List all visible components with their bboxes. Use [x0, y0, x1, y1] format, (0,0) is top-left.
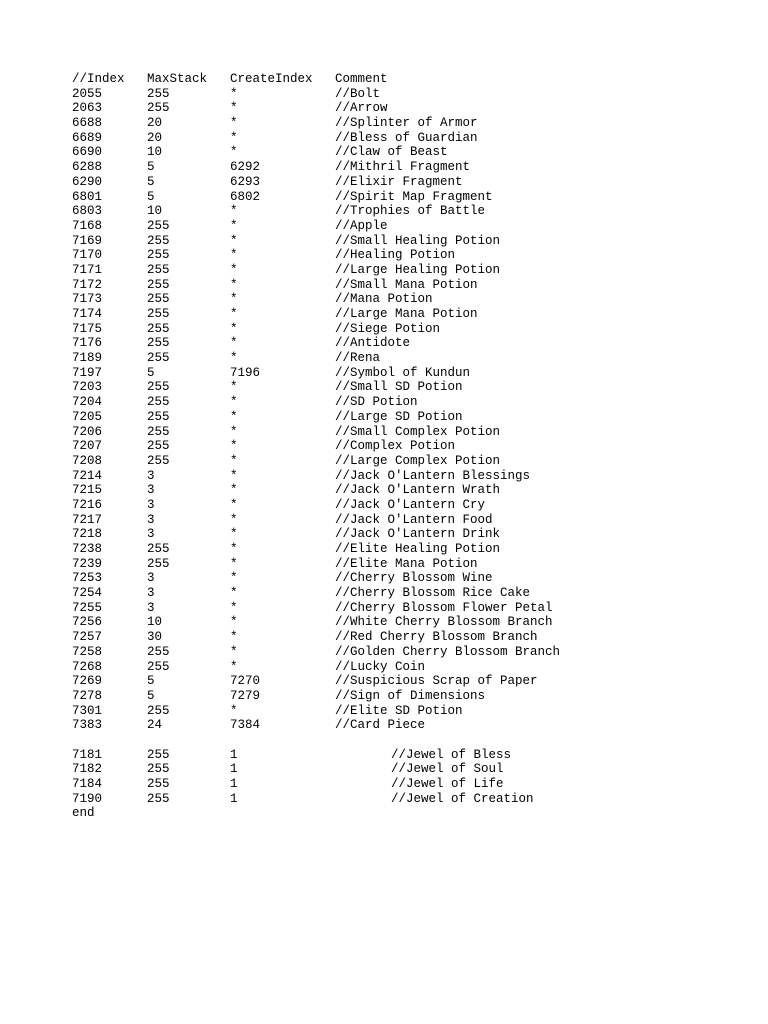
- cell-maxstack: 5: [147, 174, 155, 189]
- cell-comment: //Jack O'Lantern Cry: [335, 497, 486, 512]
- cell-comment: //Cherry Blossom Wine: [335, 571, 493, 586]
- cell-createindex: *: [230, 468, 238, 483]
- table-row: [72, 101, 732, 116]
- cell-index: 6288: [72, 160, 103, 175]
- table-row: [72, 527, 732, 542]
- cell-index: 6801: [72, 189, 103, 204]
- cell-maxstack: 255: [147, 336, 170, 351]
- cell-comment: //Mithril Fragment: [335, 160, 471, 175]
- table-row: [72, 410, 732, 425]
- table-row: [72, 322, 732, 337]
- cell-createindex: *: [230, 262, 238, 277]
- cell-maxstack: 255: [147, 307, 170, 321]
- cell-index: 7170: [72, 248, 103, 263]
- cell-index: 7216: [72, 497, 103, 512]
- cell-createindex: *: [230, 116, 238, 131]
- cell-comment: //Mana Potion: [335, 292, 433, 307]
- cell-maxstack: 3: [147, 571, 155, 586]
- cell-createindex: *: [230, 277, 238, 292]
- cell-maxstack: 255: [147, 439, 170, 454]
- cell-comment: //Golden Cherry Blossom Branch: [335, 644, 561, 659]
- cell-createindex: *: [230, 336, 238, 351]
- cell-index: 7184: [72, 777, 103, 791]
- cell-comment: //Jewel of Life: [391, 777, 504, 791]
- cell-maxstack: 255: [147, 762, 170, 777]
- cell-createindex: 6292: [230, 160, 261, 175]
- cell-comment: //Jewel of Bless: [391, 747, 512, 762]
- cell-index: 7172: [72, 277, 103, 292]
- table-row: [72, 513, 732, 528]
- cell-maxstack: 255: [147, 542, 170, 556]
- table-row: [72, 160, 732, 175]
- cell-comment: //Bless of Guardian: [335, 130, 478, 145]
- table-row: [72, 234, 732, 249]
- cell-index: 7171: [72, 262, 103, 277]
- cell-index: 7383: [72, 718, 103, 733]
- cell-comment: //Jewel of Creation: [391, 791, 534, 806]
- cell-maxstack: 255: [147, 395, 170, 410]
- table-row: [72, 762, 732, 777]
- cell-index: 7256: [72, 615, 103, 630]
- cell-maxstack: 255: [147, 644, 170, 659]
- table-row: [72, 395, 732, 410]
- cell-comment: //Sign of Dimensions: [335, 688, 486, 703]
- table-row: [72, 248, 732, 263]
- cell-maxstack: 255: [147, 86, 170, 101]
- cell-createindex: *: [230, 292, 238, 307]
- cell-comment: //Healing Potion: [335, 248, 456, 263]
- cell-index: 7207: [72, 439, 103, 454]
- cell-comment: //Trophies of Battle: [335, 204, 486, 219]
- cell-createindex: 1: [230, 791, 238, 806]
- cell-createindex: *: [230, 527, 238, 542]
- cell-comment: //Symbol of Kundun: [335, 365, 471, 380]
- table-row: [72, 366, 732, 381]
- cell-index: 7205: [72, 409, 103, 424]
- cell-index: 6690: [72, 145, 103, 160]
- cell-maxstack: 255: [147, 453, 170, 468]
- cell-index: 7258: [72, 644, 103, 659]
- cell-index: 7253: [72, 571, 103, 586]
- cell-comment: //Complex Potion: [335, 439, 456, 454]
- table-row: [72, 351, 732, 366]
- header-row: [72, 72, 732, 87]
- cell-createindex: 7279: [230, 688, 261, 703]
- cell-createindex: 1: [230, 762, 238, 777]
- cell-createindex: 1: [230, 747, 238, 762]
- cell-comment: //Small SD Potion: [335, 380, 463, 395]
- cell-maxstack: 255: [147, 791, 170, 806]
- cell-createindex: *: [230, 204, 238, 219]
- cell-maxstack: 10: [147, 615, 163, 630]
- table-row: [72, 454, 732, 469]
- cell-maxstack: 255: [147, 101, 170, 116]
- cell-index: 7174: [72, 307, 103, 321]
- cell-comment: //Rena: [335, 351, 381, 366]
- cell-index: 7176: [72, 336, 103, 351]
- cell-createindex: 1: [230, 777, 238, 791]
- cell-maxstack: 255: [147, 777, 170, 791]
- cell-index: 7203: [72, 380, 103, 395]
- cell-comment: //Elite SD Potion: [335, 703, 463, 718]
- cell-maxstack: 5: [147, 688, 155, 703]
- cell-comment: //Elixir Fragment: [335, 174, 463, 189]
- cell-comment: //Cherry Blossom Rice Cake: [335, 586, 531, 601]
- table-row: [72, 630, 732, 645]
- cell-maxstack: 255: [147, 351, 170, 366]
- table-row: [72, 204, 732, 219]
- cell-index: 2063: [72, 101, 103, 116]
- cell-comment: //Jack O'Lantern Drink: [335, 527, 501, 542]
- cell-createindex: *: [230, 644, 238, 659]
- cell-maxstack: 255: [147, 321, 170, 336]
- cell-maxstack: 255: [147, 409, 170, 424]
- cell-comment: //Jewel of Soul: [391, 762, 504, 777]
- cell-createindex: *: [230, 248, 238, 263]
- cell-index: 7239: [72, 556, 103, 571]
- blank-line: [72, 733, 732, 748]
- table-row: [72, 131, 732, 146]
- cell-maxstack: 255: [147, 747, 170, 762]
- cell-index: 6290: [72, 174, 103, 189]
- table-row: [72, 425, 732, 440]
- table-row: [72, 645, 732, 660]
- cell-maxstack: 3: [147, 497, 155, 512]
- cell-comment: //Small Mana Potion: [335, 277, 478, 292]
- cell-createindex: *: [230, 512, 238, 527]
- cell-createindex: *: [230, 571, 238, 586]
- end-text: end: [72, 806, 95, 821]
- cell-maxstack: 3: [147, 586, 155, 601]
- table-row: [72, 557, 732, 572]
- header-index: //Index: [72, 72, 125, 86]
- table-row: [72, 615, 732, 630]
- cell-createindex: *: [230, 130, 238, 145]
- cell-createindex: 7384: [230, 718, 261, 733]
- cell-comment: //Splinter of Armor: [335, 116, 478, 131]
- cell-maxstack: 5: [147, 674, 155, 689]
- cell-maxstack: 255: [147, 556, 170, 571]
- cell-index: 7255: [72, 600, 103, 615]
- table-row: [72, 116, 732, 131]
- cell-index: 7214: [72, 468, 103, 483]
- end-line: [72, 806, 732, 821]
- cell-createindex: *: [230, 497, 238, 512]
- cell-createindex: *: [230, 483, 238, 498]
- cell-index: 6803: [72, 204, 103, 219]
- cell-index: 7173: [72, 292, 103, 307]
- cell-comment: //Arrow: [335, 101, 388, 116]
- cell-index: 7217: [72, 512, 103, 527]
- cell-createindex: *: [230, 453, 238, 468]
- cell-maxstack: 255: [147, 292, 170, 307]
- cell-comment: //Jack O'Lantern Blessings: [335, 468, 531, 483]
- cell-comment: //Spirit Map Fragment: [335, 189, 493, 204]
- table-row: [72, 483, 732, 498]
- cell-index: 7197: [72, 365, 103, 380]
- cell-createindex: *: [230, 145, 238, 160]
- cell-createindex: *: [230, 351, 238, 366]
- cell-createindex: 7196: [230, 365, 261, 380]
- table-row: [72, 439, 732, 454]
- table-row: [72, 689, 732, 704]
- cell-maxstack: 255: [147, 233, 170, 248]
- table-row: [72, 718, 732, 733]
- cell-comment: //Bolt: [335, 86, 381, 101]
- table-row: [72, 336, 732, 351]
- cell-createindex: 6802: [230, 189, 261, 204]
- table-row: [72, 469, 732, 484]
- cell-index: 7268: [72, 659, 103, 674]
- cell-createindex: *: [230, 615, 238, 630]
- cell-createindex: *: [230, 307, 238, 321]
- cell-createindex: *: [230, 630, 238, 645]
- cell-index: 7218: [72, 527, 103, 542]
- cell-createindex: *: [230, 556, 238, 571]
- table-row: [72, 219, 732, 234]
- cell-maxstack: 5: [147, 189, 155, 204]
- cell-maxstack: 20: [147, 130, 163, 145]
- table-row: [72, 307, 732, 322]
- cell-createindex: *: [230, 409, 238, 424]
- cell-createindex: *: [230, 101, 238, 116]
- cell-maxstack: 3: [147, 600, 155, 615]
- table-row: [72, 704, 732, 719]
- cell-comment: //Lucky Coin: [335, 659, 426, 674]
- cell-index: 6689: [72, 130, 103, 145]
- cell-maxstack: 20: [147, 116, 163, 131]
- cell-comment: //Siege Potion: [335, 321, 441, 336]
- cell-index: 7238: [72, 542, 103, 556]
- cell-maxstack: 5: [147, 160, 155, 175]
- cell-comment: //Cherry Blossom Flower Petal: [335, 600, 553, 615]
- cell-createindex: *: [230, 703, 238, 718]
- cell-createindex: *: [230, 86, 238, 101]
- cell-createindex: *: [230, 424, 238, 439]
- table-row: [72, 792, 732, 807]
- cell-comment: //Card Piece: [335, 718, 426, 733]
- cell-createindex: 6293: [230, 174, 261, 189]
- cell-comment: //Large Healing Potion: [335, 262, 501, 277]
- cell-createindex: *: [230, 321, 238, 336]
- table-row: [72, 87, 732, 102]
- table-row: [72, 777, 732, 792]
- cell-index: 7190: [72, 791, 103, 806]
- cell-index: 7254: [72, 586, 103, 601]
- cell-index: 7257: [72, 630, 103, 645]
- table-row: [72, 660, 732, 675]
- cell-comment: //Apple: [335, 218, 388, 233]
- cell-index: 7215: [72, 483, 103, 498]
- cell-createindex: *: [230, 586, 238, 601]
- cell-maxstack: 3: [147, 527, 155, 542]
- table-row: [72, 542, 732, 557]
- cell-index: 7269: [72, 674, 103, 689]
- cell-maxstack: 255: [147, 424, 170, 439]
- cell-comment: //Jack O'Lantern Wrath: [335, 483, 501, 498]
- cell-createindex: 7270: [230, 674, 261, 689]
- table-row: [72, 278, 732, 293]
- cell-comment: //Elite Mana Potion: [335, 556, 478, 571]
- header-comment: Comment: [335, 72, 388, 86]
- header-createindex: CreateIndex: [230, 72, 313, 86]
- table-row: [72, 292, 732, 307]
- cell-maxstack: 3: [147, 512, 155, 527]
- cell-index: 7301: [72, 703, 103, 718]
- cell-comment: //Elite Healing Potion: [335, 542, 501, 556]
- table-row: [72, 175, 732, 190]
- table-row: [72, 601, 732, 616]
- cell-maxstack: 255: [147, 277, 170, 292]
- cell-comment: //Jack O'Lantern Food: [335, 512, 493, 527]
- cell-maxstack: 255: [147, 380, 170, 395]
- cell-index: 7189: [72, 351, 103, 366]
- table-row: [72, 190, 732, 205]
- cell-comment: //Suspicious Scrap of Paper: [335, 674, 538, 689]
- cell-index: 7278: [72, 688, 103, 703]
- table-row: [72, 748, 732, 763]
- cell-comment: //Large Mana Potion: [335, 307, 478, 321]
- cell-maxstack: 255: [147, 262, 170, 277]
- cell-index: 6688: [72, 116, 103, 131]
- cell-index: 7206: [72, 424, 103, 439]
- cell-maxstack: 255: [147, 248, 170, 263]
- cell-index: 7175: [72, 321, 103, 336]
- cell-createindex: *: [230, 659, 238, 674]
- cell-createindex: *: [230, 439, 238, 454]
- item-rows: [72, 87, 732, 733]
- document-body: [72, 72, 732, 821]
- cell-comment: //Large Complex Potion: [335, 453, 501, 468]
- cell-maxstack: 255: [147, 659, 170, 674]
- cell-createindex: *: [230, 395, 238, 410]
- cell-comment: //Small Complex Potion: [335, 424, 501, 439]
- cell-createindex: *: [230, 542, 238, 556]
- cell-createindex: *: [230, 380, 238, 395]
- cell-index: 7168: [72, 218, 103, 233]
- jewel-rows: [72, 748, 732, 807]
- cell-comment: //White Cherry Blossom Branch: [335, 615, 553, 630]
- cell-maxstack: 3: [147, 483, 155, 498]
- cell-maxstack: 3: [147, 468, 155, 483]
- cell-index: 2055: [72, 86, 103, 101]
- cell-createindex: *: [230, 600, 238, 615]
- table-row: [72, 498, 732, 513]
- cell-maxstack: 10: [147, 145, 163, 160]
- cell-index: 7181: [72, 747, 103, 762]
- cell-index: 7169: [72, 233, 103, 248]
- cell-maxstack: 255: [147, 703, 170, 718]
- table-row: [72, 586, 732, 601]
- table-row: [72, 674, 732, 689]
- cell-index: 7204: [72, 395, 103, 410]
- table-row: [72, 145, 732, 160]
- header-maxstack: MaxStack: [147, 72, 208, 86]
- cell-comment: //Large SD Potion: [335, 409, 463, 424]
- table-row: [72, 571, 732, 586]
- cell-index: 7208: [72, 453, 103, 468]
- table-row: [72, 380, 732, 395]
- cell-comment: //Antidote: [335, 336, 411, 351]
- table-row: [72, 263, 732, 278]
- cell-index: 7182: [72, 762, 103, 777]
- cell-maxstack: 30: [147, 630, 163, 645]
- cell-maxstack: 5: [147, 365, 155, 380]
- cell-createindex: *: [230, 218, 238, 233]
- cell-maxstack: 10: [147, 204, 163, 219]
- cell-comment: //Small Healing Potion: [335, 233, 501, 248]
- cell-maxstack: 255: [147, 218, 170, 233]
- cell-maxstack: 24: [147, 718, 163, 733]
- cell-createindex: *: [230, 233, 238, 248]
- cell-comment: //Claw of Beast: [335, 145, 448, 160]
- cell-comment: //Red Cherry Blossom Branch: [335, 630, 538, 645]
- cell-comment: //SD Potion: [335, 395, 418, 410]
